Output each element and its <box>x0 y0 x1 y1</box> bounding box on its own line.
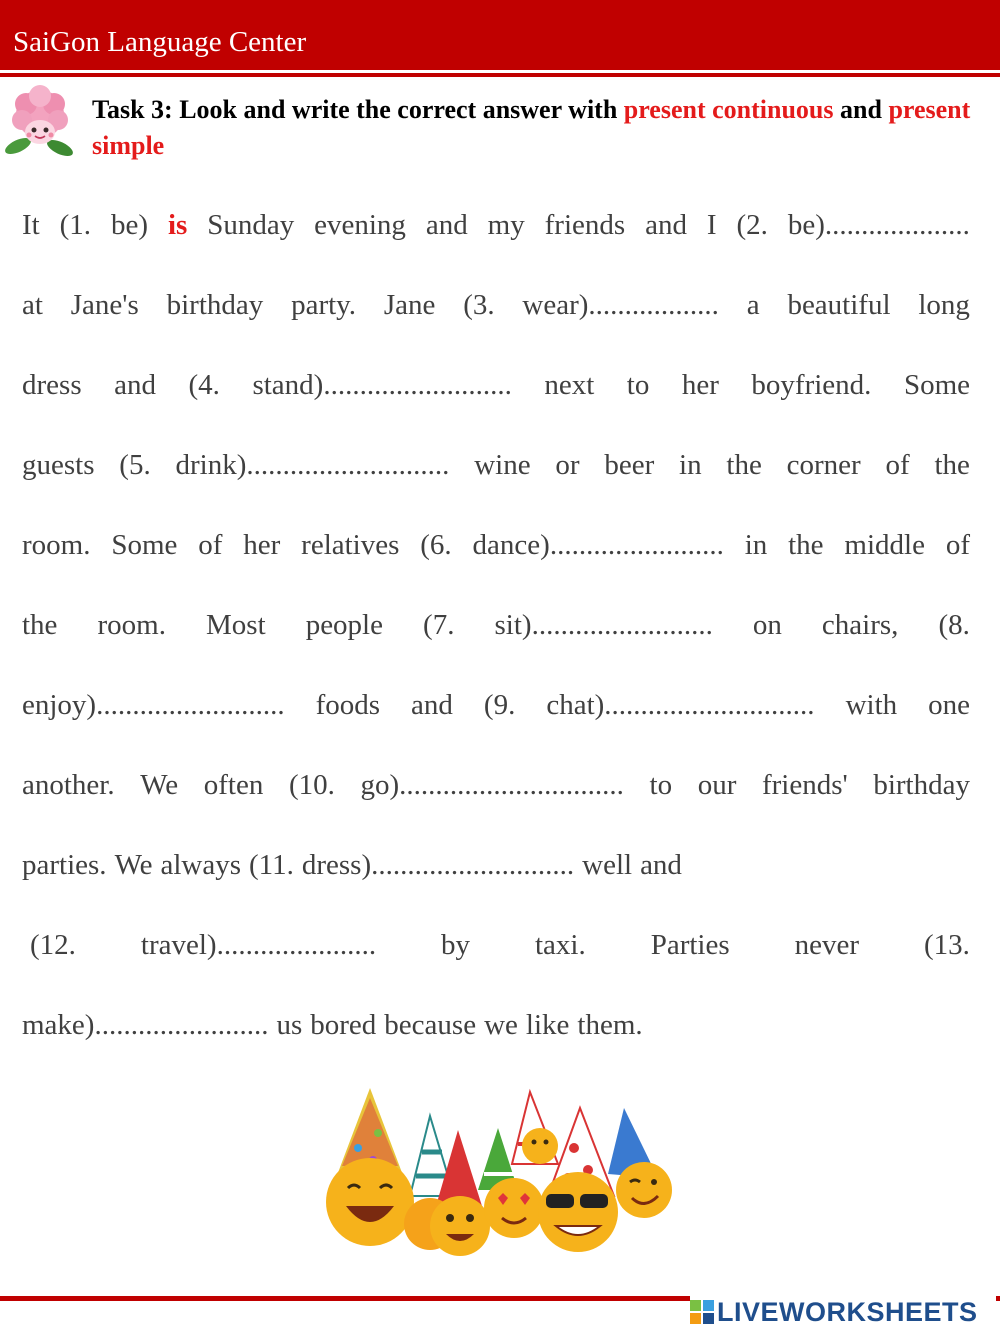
passage-word: We <box>140 769 179 801</box>
passage-word: often <box>203 769 264 801</box>
passage-word: (12. <box>30 929 76 961</box>
passage-word: to <box>626 369 650 401</box>
passage-word: on <box>752 609 782 641</box>
passage-word: us <box>276 1009 303 1041</box>
passage-word: long <box>918 289 970 321</box>
passage-word: (13. <box>924 929 970 961</box>
passage-word: (9. <box>483 689 516 721</box>
passage-word: of <box>198 529 223 561</box>
passage-word: never <box>794 929 860 961</box>
passage-word: (5. <box>119 449 151 481</box>
passage-word: room. <box>22 529 91 561</box>
passage-word: of <box>885 449 910 481</box>
passage-word: Parties <box>650 929 730 961</box>
passage-word: middle <box>844 529 925 561</box>
passage-line <box>22 280 970 330</box>
passage-word: Most <box>206 609 266 641</box>
task-highlight-present-simple: present simple <box>92 95 971 160</box>
passage-word: foods <box>315 689 381 721</box>
passage-word: friends <box>544 209 626 241</box>
passage-word: next <box>544 369 595 401</box>
passage-word: Jane's <box>70 289 139 321</box>
passage-word: her <box>681 369 719 401</box>
passage-word: and <box>640 849 682 881</box>
passage-word: (2. <box>736 209 768 241</box>
task-prefix: Task 3: Look and write the correct answer with <box>92 95 624 124</box>
task-highlight-present-continuous: present continuous <box>623 95 834 124</box>
passage-word: dress)............................ <box>301 849 575 881</box>
passage-word: room. <box>97 609 166 641</box>
passage-line <box>22 920 970 970</box>
header-bar <box>0 0 1000 70</box>
passage-word: guests <box>22 449 95 481</box>
passage-word: always <box>160 849 242 881</box>
passage-word: by <box>441 929 471 961</box>
passage-word: dress <box>22 369 82 401</box>
passage-word: and <box>411 689 453 721</box>
task-instruction <box>92 92 987 164</box>
passage-word: and <box>114 369 156 401</box>
passage-word: birthday <box>873 769 970 801</box>
passage-word: dance)........................ <box>472 529 724 561</box>
passage-word: them. <box>577 1009 643 1041</box>
passage-word: of <box>945 529 970 561</box>
passage-word: and <box>645 209 687 241</box>
passage-word: a <box>746 289 760 321</box>
passage-word: with <box>845 689 898 721</box>
passage-line <box>22 840 970 890</box>
passage-word: in <box>679 449 702 481</box>
passage-word: It <box>22 209 40 241</box>
passage-word: (6. <box>420 529 452 561</box>
passage-word: Sunday <box>207 209 295 241</box>
passage-word: We <box>114 849 153 881</box>
passage-word: (1. <box>59 209 92 241</box>
passage-word: birthday <box>166 289 264 321</box>
passage-word: wine <box>474 449 531 481</box>
passage-word: corner <box>786 449 861 481</box>
passage-word: Some <box>111 529 178 561</box>
passage-word: stand).......................... <box>252 369 512 401</box>
passage-line <box>22 440 970 490</box>
passage-word: (7. <box>423 609 455 641</box>
passage-word: at <box>22 289 43 321</box>
passage-word: chairs, <box>821 609 899 641</box>
passage-word: boyfriend. <box>751 369 872 401</box>
passage-word: our <box>697 769 737 801</box>
passage-word: we <box>484 1009 518 1041</box>
passage-word: and <box>425 209 468 241</box>
answer-example: is <box>167 209 188 241</box>
passage-word: I <box>706 209 717 241</box>
passage-word: people <box>305 609 383 641</box>
passage-word: parties. <box>22 849 107 881</box>
passage-word: another. <box>22 769 115 801</box>
passage-line <box>22 200 970 250</box>
passage-word: beer <box>604 449 655 481</box>
passage-word: travel)...................... <box>140 929 377 961</box>
passage-line <box>22 680 970 730</box>
passage-word: the <box>22 609 58 641</box>
passage-word: like <box>525 1009 570 1041</box>
passage-word: be).................... <box>787 209 970 241</box>
passage-word: to <box>649 769 673 801</box>
passage-word: sit)......................... <box>494 609 713 641</box>
liveworksheets-logo-icon <box>690 1300 714 1324</box>
passage-word: taxi. <box>535 929 586 961</box>
flower-mascot-icon <box>0 84 80 160</box>
passage-word: her <box>243 529 281 561</box>
passage-line <box>22 1000 970 1050</box>
passage-word: bored <box>310 1009 377 1041</box>
passage-word: enjoy).......................... <box>22 689 285 721</box>
passage-word: (3. <box>463 289 495 321</box>
passage-word: wear).................. <box>522 289 719 321</box>
passage-word: the <box>934 449 970 481</box>
passage-line <box>22 760 970 810</box>
passage-word: friends' <box>761 769 848 801</box>
passage-line <box>22 600 970 650</box>
passage-word: or <box>555 449 580 481</box>
passage-line <box>22 520 970 570</box>
passage-word: be) <box>110 209 149 241</box>
passage-word: because <box>384 1009 477 1041</box>
header-divider <box>0 73 1000 77</box>
passage-word: Some <box>903 369 970 401</box>
passage-word: in <box>744 529 768 561</box>
liveworksheets-logo <box>690 1296 996 1328</box>
passage-word: drink)............................ <box>175 449 450 481</box>
liveworksheets-brand-text: LIVEWORKSHEETS <box>717 1296 978 1327</box>
passage-word: one <box>928 689 970 721</box>
passage-word: Jane <box>383 289 436 321</box>
passage-word: (8. <box>938 609 970 641</box>
task-middle: and <box>833 95 889 124</box>
passage-word: evening <box>314 209 406 241</box>
passage-word: (10. <box>288 769 335 801</box>
passage-word: (4. <box>188 369 220 401</box>
passage-word: chat)............................. <box>546 689 815 721</box>
passage-line <box>22 360 970 410</box>
header-title: SaiGon Language Center <box>13 26 307 58</box>
passage-word: my <box>487 209 525 241</box>
passage-word: make)........................ <box>22 1009 269 1041</box>
passage-word: beautiful <box>787 289 891 321</box>
party-emoji-group-icon <box>318 1078 680 1256</box>
passage-word: relatives <box>301 529 400 561</box>
passage-word: well <box>582 849 633 881</box>
passage-word: the <box>726 449 762 481</box>
passage-word: the <box>788 529 824 561</box>
passage-word: go)............................... <box>360 769 624 801</box>
passage-word: (11. <box>249 849 294 881</box>
passage-word: party. <box>291 289 357 321</box>
